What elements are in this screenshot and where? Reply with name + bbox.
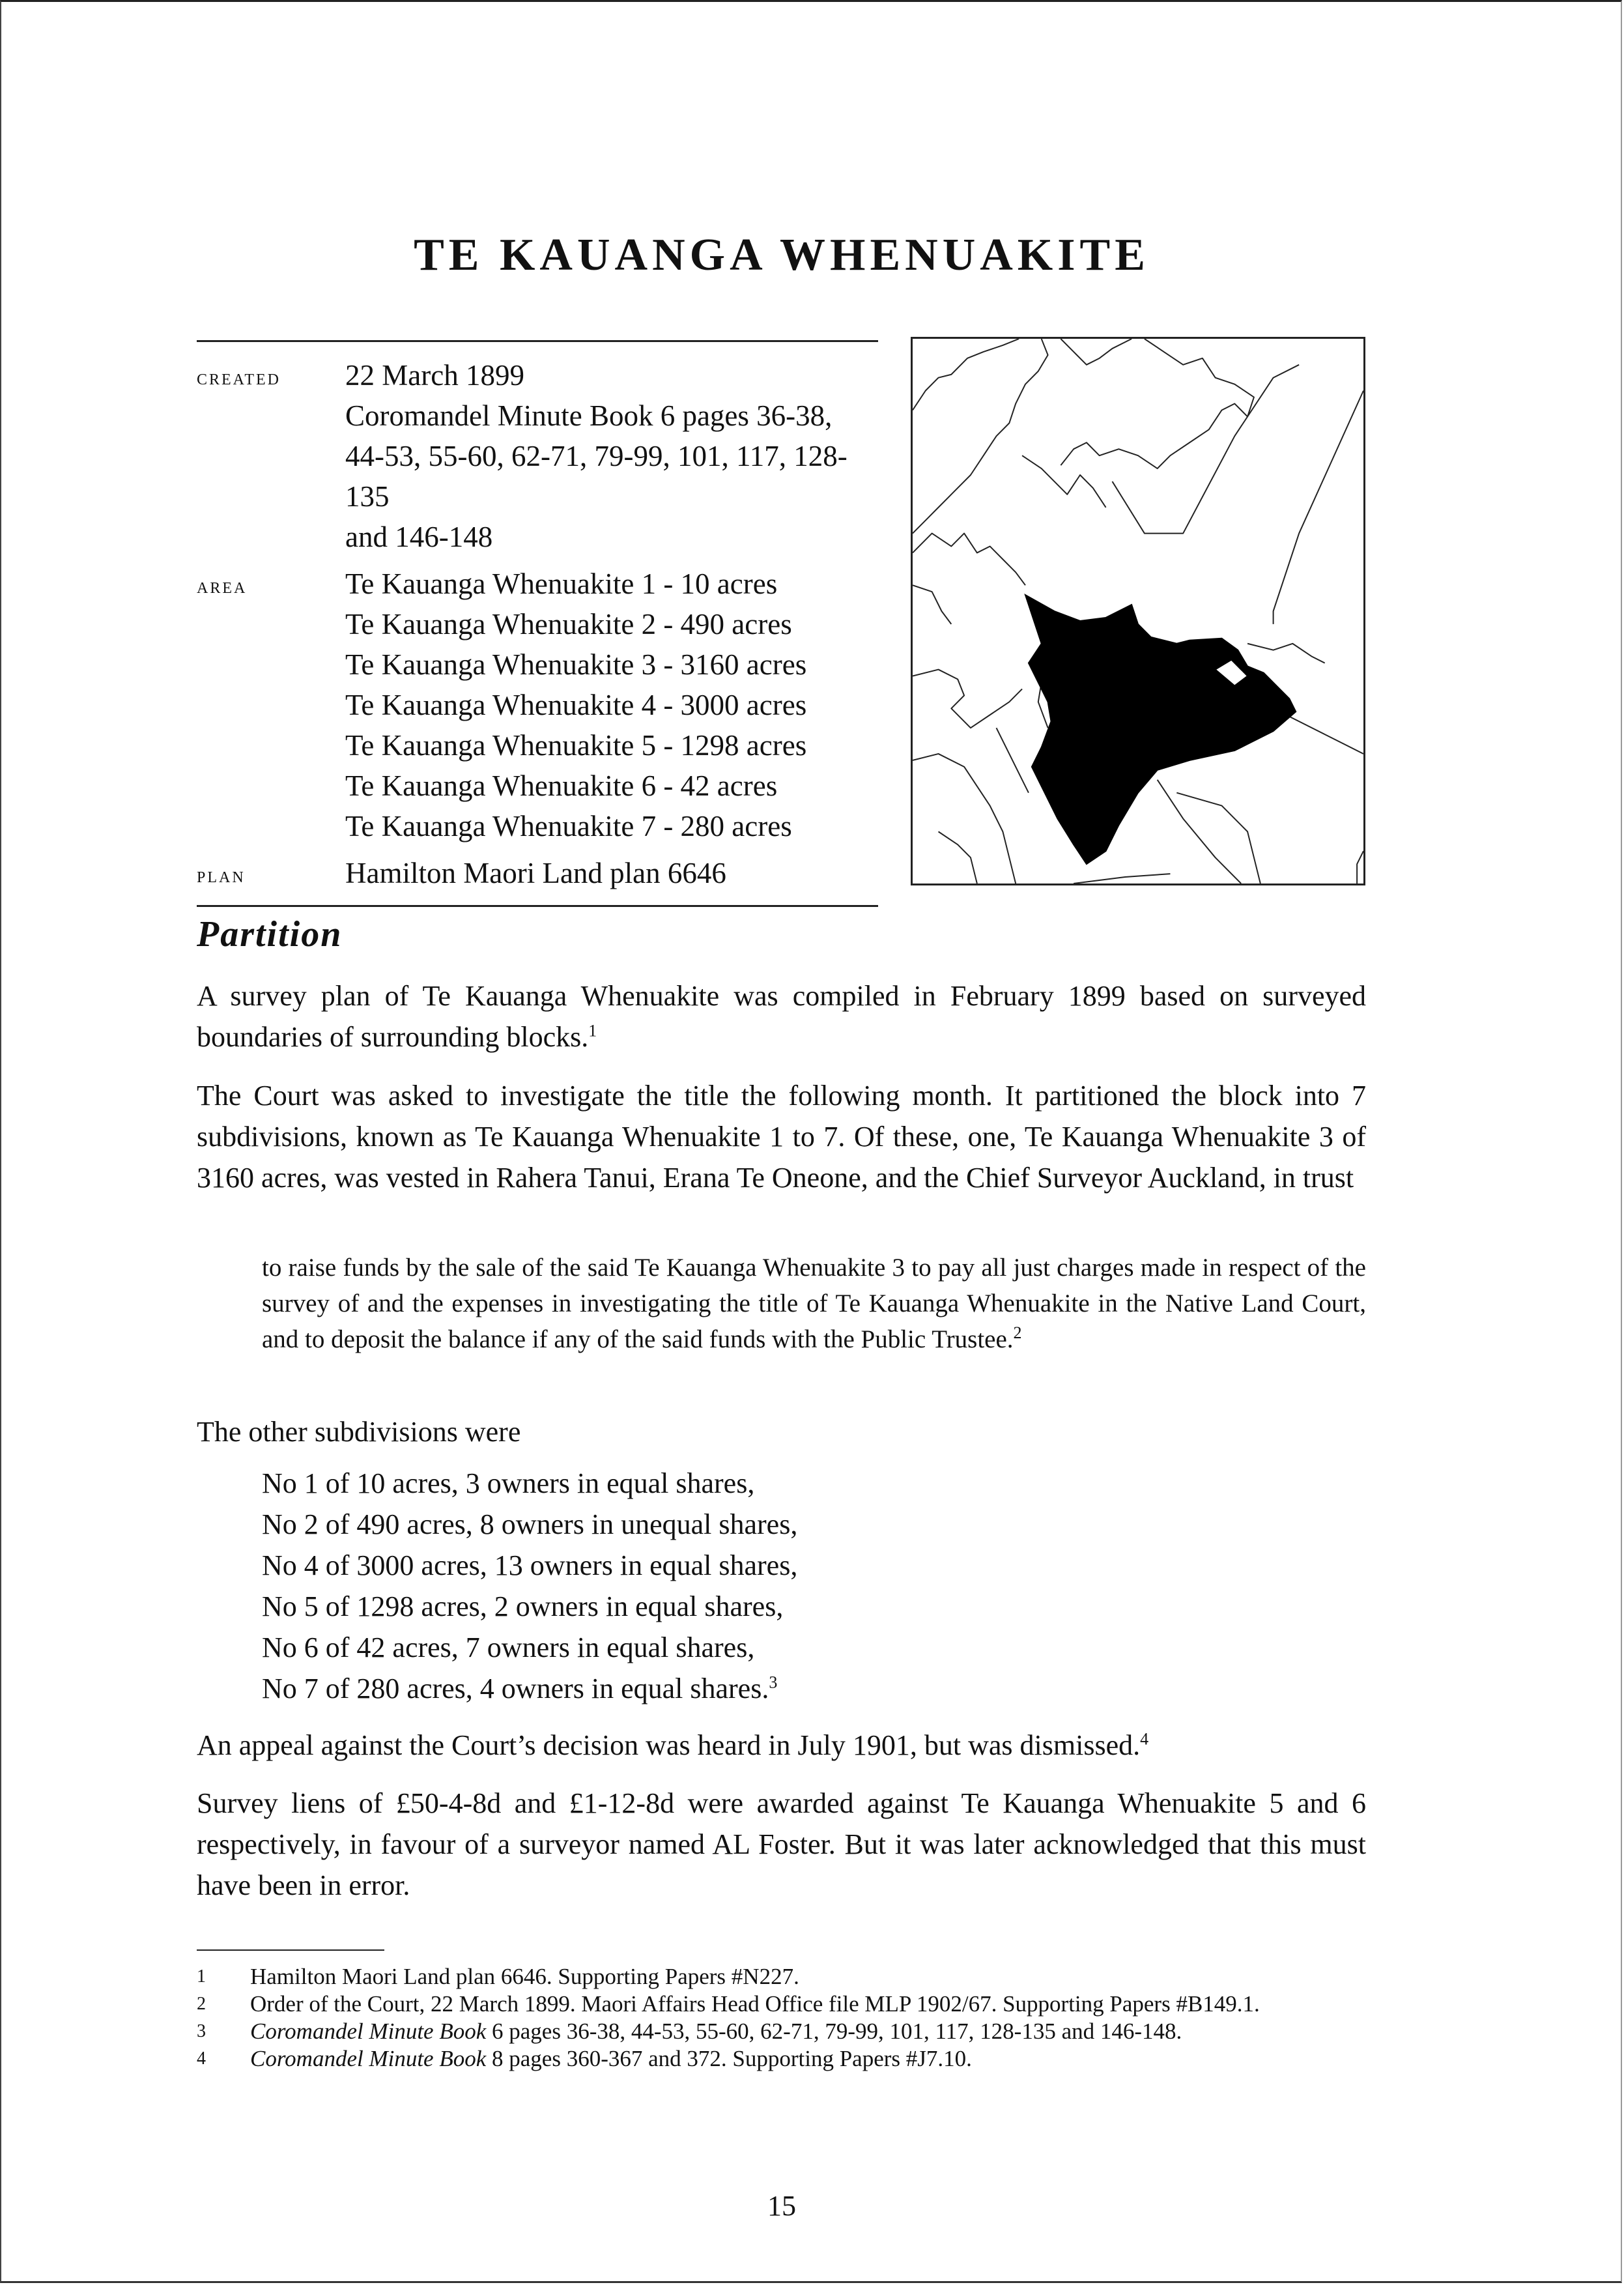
footnote-text: Order of the Court, 22 March 1899. Maori Affairs Head Office file MLP 1902/67. Supporting Papers #B149.1. <box>250 1991 1260 2017</box>
coastline <box>913 585 951 624</box>
footnote-number: 3 <box>197 2021 206 2041</box>
subdivision-list <box>262 1463 797 1709</box>
location-map-drawing <box>913 339 1363 884</box>
footnote <box>197 2045 1369 2073</box>
block-boundary <box>1274 391 1363 624</box>
paragraph-text: The other subdivisions were <box>197 1416 521 1448</box>
list-item: No 5 of 1298 acres, 2 owners in equal shares, <box>262 1590 784 1622</box>
block-boundary <box>997 728 1029 793</box>
footnote-ref: 4 <box>1140 1729 1149 1749</box>
coastline <box>913 534 1025 586</box>
block-boundary <box>1286 715 1363 754</box>
created-label: created <box>197 366 281 390</box>
page-number: 15 <box>767 2190 796 2222</box>
paragraph <box>197 1725 1366 1766</box>
footnote-source-title: Coromandel Minute Book <box>250 2046 487 2071</box>
footnote-text: Hamilton Maori Land plan 6646. Supporting Papers #N227. <box>250 1964 799 1989</box>
created-values <box>345 355 878 557</box>
area-label: area <box>197 574 248 598</box>
section-heading: Partition <box>197 914 343 955</box>
paragraph-text: An appeal against the Court’s decision was heard in July 1901, but was dismissed. <box>197 1729 1141 1761</box>
block-boundary <box>939 831 977 884</box>
footnote-number: 1 <box>197 1966 206 1987</box>
footnotes <box>197 1963 1369 2073</box>
list-item-text: No 7 of 280 acres, 4 owners in equal shares. <box>262 1673 769 1704</box>
area-line: Te Kauanga Whenuakite 3 - 3160 acres <box>345 648 807 681</box>
area-line: Te Kauanga Whenuakite 4 - 3000 acres <box>345 689 807 721</box>
footnote-ref: 1 <box>588 1021 597 1041</box>
area-line: Te Kauanga Whenuakite 5 - 1298 acres <box>345 729 807 762</box>
coastline <box>1022 455 1106 508</box>
paragraph-text: Survey liens of £50-4-8d and £1-12-8d were awarded against Te Kauanga Whenuakite 5 and 6 respectively, in favour of a surveyor named AL Foster. But it was later acknowledged that this must have been in error. <box>197 1787 1366 1901</box>
created-line: and 146-148 <box>345 521 493 553</box>
block-boundary <box>1158 780 1242 884</box>
block-boundary <box>913 754 1016 884</box>
area-values <box>345 564 806 846</box>
footnote <box>197 2018 1369 2045</box>
paragraph-text: A survey plan of Te Kauanga Whenuakite was compiled in February 1899 based on surveyed boundaries of surrounding blocks. <box>197 980 1366 1053</box>
plan-label: plan <box>197 863 246 887</box>
footnote-number: 2 <box>197 1994 206 2014</box>
footnote-detail: 6 pages 36-38, 44-53, 55-60, 62-71, 79-99, 101, 117, 128-135 and 146-148. <box>486 2019 1182 2044</box>
area-line: Te Kauanga Whenuakite 1 - 10 acres <box>345 568 778 600</box>
coastline <box>1061 339 1254 468</box>
coastline <box>913 339 1048 534</box>
area-line: Te Kauanga Whenuakite 7 - 280 acres <box>345 810 792 842</box>
coastline <box>1247 644 1325 663</box>
location-map <box>911 337 1365 885</box>
footnote-ref: 3 <box>769 1673 778 1692</box>
footnote-number: 4 <box>197 2048 206 2069</box>
footnote-text <box>250 2018 1369 2045</box>
footnote-text <box>250 2045 1369 2073</box>
paragraph <box>197 1783 1366 1906</box>
coastline <box>1061 339 1132 365</box>
page-title: TE KAUANGA WHENUAKITE <box>414 230 1150 280</box>
plan-row <box>197 853 878 893</box>
block-info-table <box>197 340 878 907</box>
created-row <box>197 355 878 557</box>
area-row <box>197 564 878 846</box>
list-item: No 4 of 3000 acres, 13 owners in equal shares, <box>262 1549 798 1581</box>
block-boundary <box>913 670 1022 728</box>
quote-text: to raise funds by the sale of the said Te Kauanga Whenuakite 3 to pay all just charges made in respect of the survey of and the expenses in investigating the title of Te Kauanga Whenuakite in the Native Land Court, and to deposit the balance if any of the said funds with the Public Trustee. <box>262 1254 1366 1353</box>
area-line: Te Kauanga Whenuakite 6 - 42 acres <box>345 769 778 802</box>
block-boundary <box>1074 874 1170 884</box>
footnote <box>197 1963 1369 1990</box>
paragraph <box>197 975 1366 1057</box>
paragraph-text: The Court was asked to investigate the title the following month. It partitioned the block into 7 subdivisions, known as Te Kauanga Whenuakite 1 to 7. Of these, one, Te Kauanga Whenuakite 3 of 3160 acres, was vested in Rahera Tanui, Erana Te Oneone, and the Chief Surveyor Auckland, in trust <box>197 1080 1366 1194</box>
paragraph <box>197 1411 1366 1452</box>
footnote-divider <box>197 1949 384 1951</box>
footnote-ref: 2 <box>1013 1323 1022 1342</box>
list-item: No 2 of 490 acres, 8 owners in unequal shares, <box>262 1508 798 1540</box>
list-item: No 6 of 42 acres, 7 owners in equal shares, <box>262 1631 755 1663</box>
list-item: No 1 of 10 acres, 3 owners in equal shares, <box>262 1467 755 1499</box>
paragraph <box>197 1075 1366 1198</box>
footnote-detail: 8 pages 360-367 and 372. Supporting Papers #J7.10. <box>486 2046 972 2071</box>
block-quote <box>262 1250 1366 1357</box>
list-item <box>262 1668 797 1709</box>
coastline <box>913 339 1019 410</box>
block-boundary <box>1176 793 1261 884</box>
block-boundary <box>1112 365 1299 534</box>
te-kauanga-whenuakite-block <box>1025 595 1296 864</box>
created-line: Coromandel Minute Book 6 pages 36-38, <box>345 399 833 432</box>
area-line: Te Kauanga Whenuakite 2 - 490 acres <box>345 608 792 640</box>
footnote <box>197 1990 1369 2018</box>
footnote-source-title: Coromandel Minute Book <box>250 2019 487 2044</box>
created-line: 44-53, 55-60, 62-71, 79-99, 101, 117, 128-135 <box>345 440 848 513</box>
created-line: 22 March 1899 <box>345 359 524 392</box>
coastline <box>1357 851 1363 884</box>
plan-value: Hamilton Maori Land plan 6646 <box>345 857 726 889</box>
